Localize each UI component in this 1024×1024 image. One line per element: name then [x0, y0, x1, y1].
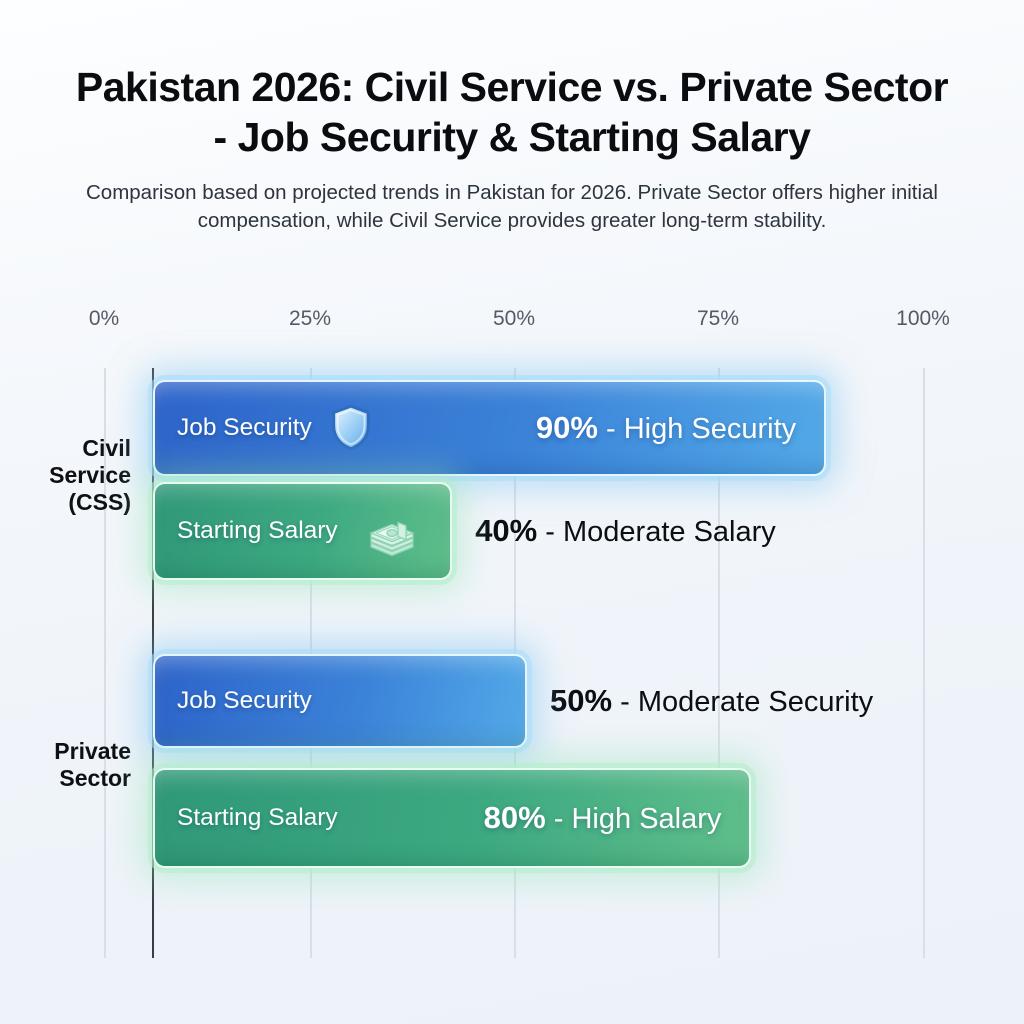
- bar-value-text: 90% - High Security: [535, 410, 797, 445]
- bar-metric-label: Starting Salary: [177, 804, 338, 831]
- gridline-100: [923, 368, 925, 958]
- x-tick-0: 0%: [88, 307, 120, 330]
- group-label-civil-service: Civil Service (CSS): [49, 435, 131, 515]
- bar-civil-job-security: [153, 380, 826, 476]
- x-tick-75: 75%: [696, 307, 740, 330]
- bar-metric-label: Job Security: [177, 687, 312, 714]
- bar-civil-starting-salary: [153, 482, 452, 580]
- x-tick-100: 100%: [896, 307, 950, 330]
- bar-track: [153, 380, 901, 476]
- x-tick-50: 50%: [492, 307, 536, 330]
- bar-metric-label: Starting Salary: [177, 517, 338, 544]
- bar-value-text: 50% - Moderate Security: [550, 683, 874, 718]
- bar-track: [153, 482, 901, 580]
- bar-value-text: 80% - High Salary: [483, 800, 722, 835]
- group-label-private-sector: Private Sector: [54, 738, 131, 791]
- bar-private-starting-salary: [153, 768, 751, 868]
- bar-value-text: 40% - Moderate Salary: [475, 513, 776, 548]
- x-tick-25: 25%: [288, 307, 332, 330]
- bar-metric-label: Job Security: [177, 414, 312, 441]
- shield-icon: [328, 403, 374, 453]
- subtitle: Comparison based on projected trends in Pakistan for 2026. Private Sector offers higher initial compensation, while Civil Service provides greater long-term stability.: [86, 180, 938, 233]
- page-title: Pakistan 2026: Civil Service vs. Private Sector - Job Security & Starting Salary: [75, 64, 949, 161]
- money-stack-icon: [362, 504, 422, 558]
- bar-private-job-security: [153, 654, 527, 748]
- bar-track: [153, 654, 901, 748]
- bar-track: [153, 768, 901, 868]
